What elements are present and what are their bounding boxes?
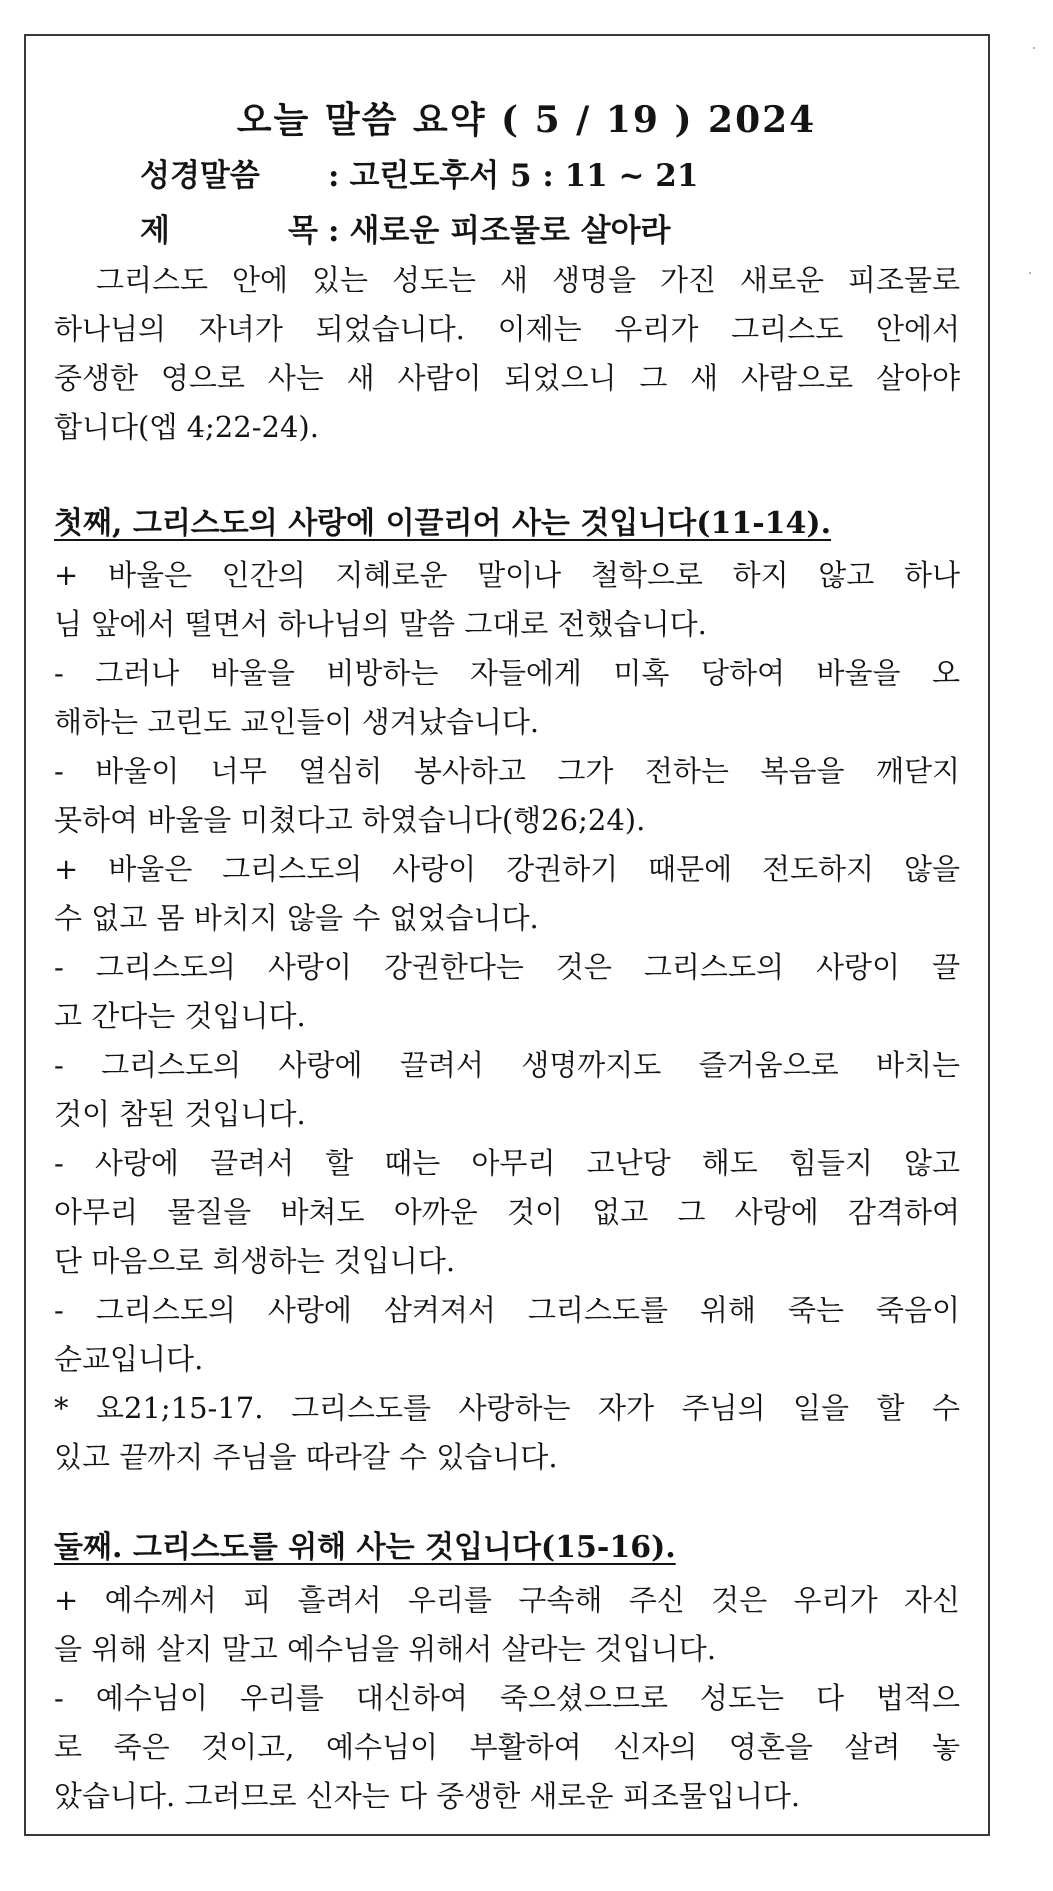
scan-speck (1029, 272, 1031, 274)
section-line: * 요21;15-17. 그리스도를 사랑하는 자가 주님의 일을 할 수 (54, 1391, 960, 1425)
section-line: 순교입니다. (54, 1342, 204, 1376)
section-line: 아무리 물질을 바쳐도 아까운 것이 없고 그 사랑에 감격하여 (54, 1195, 960, 1229)
section-line: - 그러나 바울을 비방하는 자들에게 미혹 당하여 바울을 오 (54, 656, 960, 690)
section-line: - 바울이 너무 열심히 봉사하고 그가 전하는 복음을 깨닫지 (54, 754, 960, 788)
section-line: 단 마음으로 희생하는 것입니다. (54, 1244, 456, 1278)
section-line: 았습니다. 그러므로 신자는 다 중생한 새로운 피조물입니다. (54, 1779, 801, 1813)
section-heading-first: 첫째, 그리스도의 사랑에 이끌리어 사는 것입니다(11-14). (54, 506, 832, 541)
section-line: 을 위해 살지 말고 예수님을 위해서 살라는 것입니다. (54, 1632, 717, 1666)
intro-line: 합니다(엡 4;22-24). (54, 410, 319, 444)
section-line: 못하여 바울을 미쳤다고 하였습니다(행26;24). (54, 803, 646, 837)
section-line: 고 간다는 것입니다. (54, 999, 306, 1033)
section-line: 님 앞에서 떨면서 하나님의 말씀 그대로 전했습니다. (54, 607, 707, 641)
subject-separator: : (328, 213, 340, 249)
scan-speck (1033, 47, 1035, 49)
section-line: - 예수님이 우리를 대신하여 죽으셨으므로 성도는 다 법적으 (54, 1681, 960, 1715)
intro-line: 그리스도 안에 있는 성도는 새 생명을 가진 새로운 피조물로 (96, 263, 960, 297)
scripture-row (140, 150, 698, 195)
section-line: + 바울은 그리스도의 사랑이 강권하기 때문에 전도하지 않을 (54, 852, 960, 886)
subject-value: 새로운 피조물로 살아라 (349, 213, 671, 249)
intro-line: 중생한 영으로 사는 새 사람이 되었으니 그 새 사람으로 살아야 (54, 361, 960, 395)
scripture-value: 고린도후서 5 : 11 ~ 21 (349, 158, 699, 194)
section-line: 수 없고 몸 바치지 않을 수 없었습니다. (54, 901, 539, 935)
section-line: 해하는 고린도 교인들이 생겨났습니다. (54, 705, 540, 739)
section-line: 것이 참된 것입니다. (54, 1097, 306, 1131)
section-line: 로 죽은 것이고, 예수님이 부활하여 신자의 영혼을 살려 놓 (54, 1730, 960, 1764)
scripture-label: 성경말씀 (140, 158, 260, 194)
intro-line: 하나님의 자녀가 되었습니다. 이제는 우리가 그리스도 안에서 (54, 312, 960, 346)
section-line: - 사랑에 끌려서 할 때는 아무리 고난당 해도 힘들지 않고 (54, 1146, 960, 1180)
section-heading-second: 둘째. 그리스도를 위해 사는 것입니다(15-16). (54, 1530, 676, 1565)
section-line: + 바울은 인간의 지혜로운 말이나 철학으로 하지 않고 하나 (54, 558, 960, 592)
subject-label: 제 목 (140, 213, 318, 249)
section-line: + 예수께서 피 흘려서 우리를 구속해 주신 것은 우리가 자신 (54, 1583, 960, 1617)
section-line: - 그리스도의 사랑이 강권한다는 것은 그리스도의 사랑이 끌 (54, 950, 960, 984)
section-line: 있고 끝까지 주님을 따라갈 수 있습니다. (54, 1440, 558, 1474)
section-line: - 그리스도의 사랑에 끌려서 생명까지도 즐거움으로 바치는 (54, 1048, 960, 1082)
page-title: 오늘 말씀 요약 ( 5 / 19 ) 2024 (236, 99, 817, 141)
scripture-separator: : (328, 158, 340, 194)
section-line: - 그리스도의 사랑에 삼켜져서 그리스도를 위해 죽는 죽음이 (54, 1293, 960, 1327)
subject-row (140, 205, 671, 250)
